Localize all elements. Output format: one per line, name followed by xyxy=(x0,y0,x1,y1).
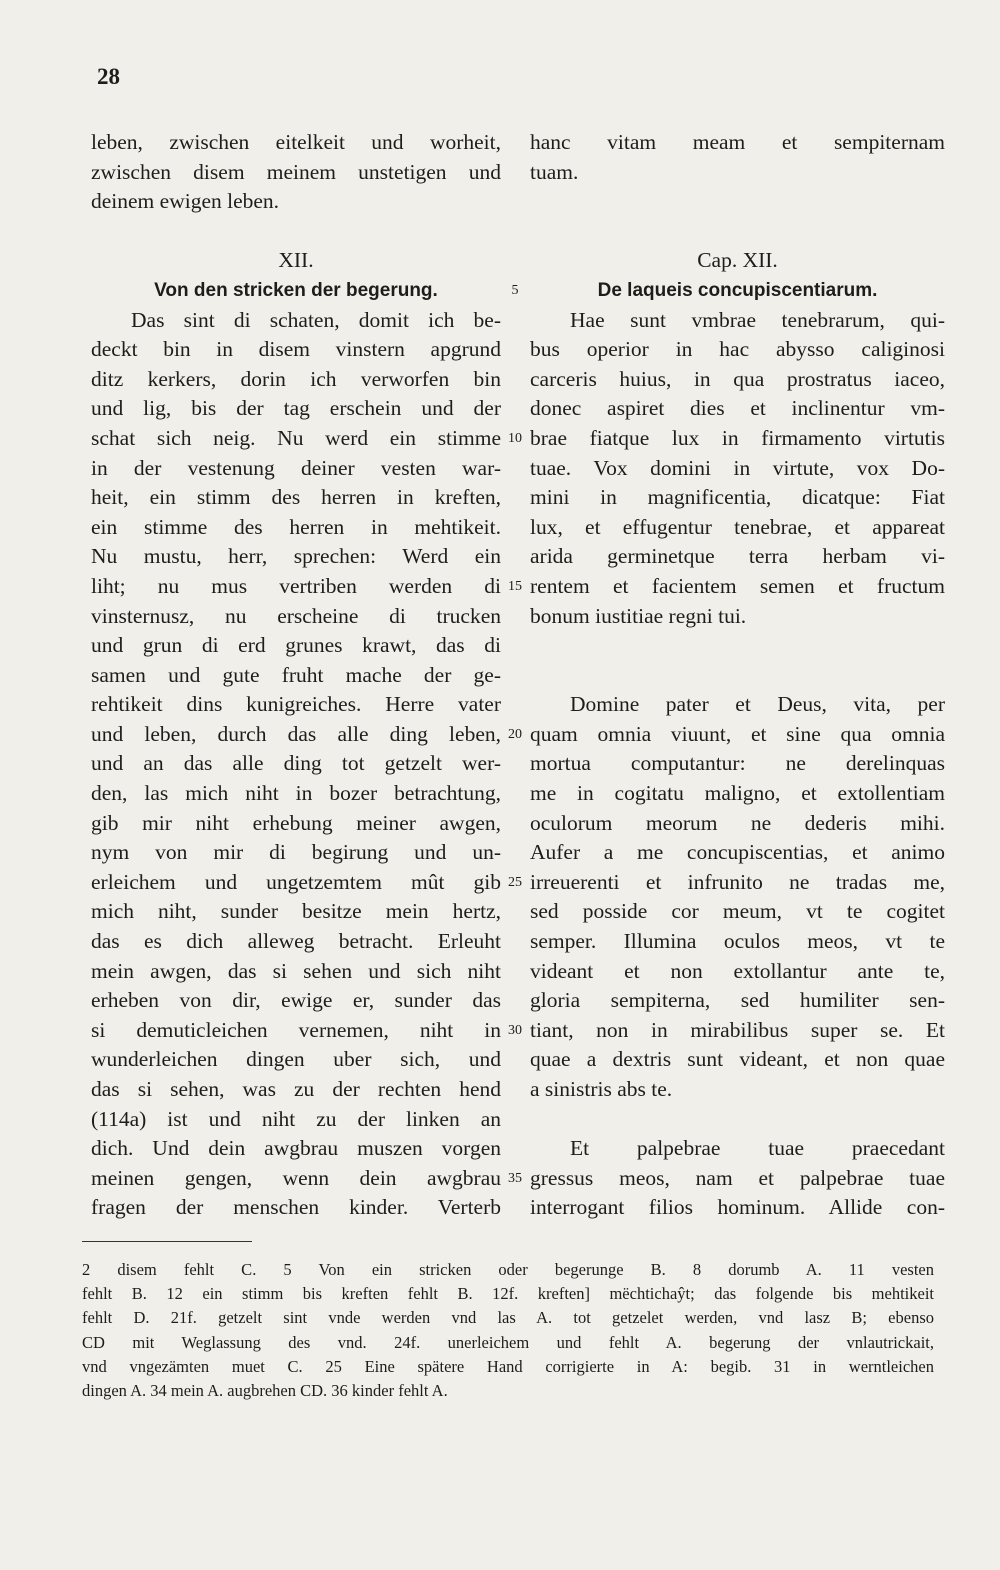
text-line: heit, ein stimm des herren in kreften, xyxy=(91,485,501,510)
text-line: und leben, durch das alle ding leben, xyxy=(91,721,501,746)
text-line: interrogant filios hominum. Allide con- xyxy=(530,1195,945,1220)
text-line: tuam. xyxy=(530,159,579,184)
page-number: 28 xyxy=(97,64,120,89)
text-line: den, las mich niht in bozer betrachtung, xyxy=(91,781,501,806)
text-line: arida germinetque terra herbam vi- xyxy=(530,544,945,569)
line-number: 5 xyxy=(511,282,519,298)
text-line: rehtikeit dins kunigreiches. Herre vater xyxy=(91,692,501,717)
text-line: a sinistris abs te. xyxy=(530,1077,673,1101)
text-line: das si sehen, was zu der rechten hend xyxy=(91,1077,501,1101)
text-line: Aufer a me concupiscentias, et animo xyxy=(530,840,945,865)
text-line: gloria sempiterna, sed humiliter sen- xyxy=(530,988,945,1013)
text-line: dich. Und dein awgbrau muszen vorgen xyxy=(91,1136,501,1161)
line-numbers xyxy=(500,128,530,1193)
text-line: vinsternusz, nu erscheine di trucken xyxy=(91,603,501,628)
text-line: mini in magnificentia, dicatque: Fiat xyxy=(530,485,945,510)
text-line: brae fiatque lux in firmamento virtutis xyxy=(530,425,945,450)
text-line: bonum iustitiae regni tui. xyxy=(530,603,747,628)
footnote-line: fehlt B. 12 ein stimm bis kreften fehlt B. 12f. kreften] mëchtichaŷt; das folgende bis mehtikeit xyxy=(82,1284,934,1304)
text-line: videant et non extollantur ante te, xyxy=(530,958,945,983)
blank-line xyxy=(530,187,945,217)
text-line: und grun di erd grunes krawt, das di xyxy=(91,633,501,658)
blank-line xyxy=(530,661,945,691)
text-line: mich niht, sunder besitze mein hertz, xyxy=(91,899,501,924)
text-line: donec aspiret dies et inclinentur vm- xyxy=(530,396,945,421)
text-line: deinem ewigen leben. xyxy=(91,189,280,214)
text-line: (114a) ist und niht zu der linken an xyxy=(91,1106,501,1131)
line-number: 10 xyxy=(508,430,522,446)
text-line: carceris huius, in qua prostratus iaceo, xyxy=(530,366,945,391)
chapter-number: XII. xyxy=(278,248,314,273)
footnote-rule xyxy=(82,1241,252,1242)
text-line: und lig, bis der tag erschein und der xyxy=(91,396,501,421)
text-line: zwischen disem meinem unstetigen und xyxy=(91,159,501,184)
line-number: 30 xyxy=(508,1022,522,1038)
text-line: ein stimme des herren in mehtikeit. xyxy=(91,514,501,539)
text-line: Nu mustu, herr, sprechen: Werd ein xyxy=(91,544,501,569)
text-line: oculorum meorum ne dederis mihi. xyxy=(530,810,945,835)
text-line: sed posside cor meum, vt te cogitet xyxy=(530,899,945,924)
footnote-line: fehlt D. 21f. getzelt sint vnde werden vnd las A. tot getzelet werden, vnd lasz B; ebenso xyxy=(82,1308,934,1328)
text-line: semper. Illumina oculos meos, vt te xyxy=(530,929,945,954)
text-line: ditz kerkers, dorin ich verworfen bin xyxy=(91,366,501,391)
text-line: quae a dextris sunt videant, et non quae xyxy=(530,1047,945,1072)
text-line: in der vestenung deiner vesten war- xyxy=(91,455,501,480)
text-line: gib mir niht erhebung meiner awgen, xyxy=(91,810,501,835)
text-line: irreuerenti et infrunito ne tradas me, xyxy=(530,869,945,894)
footnote-line: dingen A. 34 mein A. augbrehen CD. 36 kinder fehlt A. xyxy=(82,1380,448,1400)
chapter-number: Cap. XII. xyxy=(697,248,778,273)
blank-line xyxy=(91,217,501,247)
chapter-heading: Von den stricken der begerung. xyxy=(154,279,438,301)
text-line: Hae sunt vmbrae tenebrarum, qui- xyxy=(570,307,945,332)
text-line: Das sint di schaten, domit ich be- xyxy=(131,307,501,332)
blank-line xyxy=(530,631,945,661)
line-number: 15 xyxy=(508,578,522,594)
line-number: 20 xyxy=(508,726,522,742)
text-line: deckt bin in disem vinstern apgrund xyxy=(91,337,501,362)
text-line: lux, et effugentur tenebrae, et appareat xyxy=(530,514,945,539)
text-line: tiant, non in mirabilibus super se. Et xyxy=(530,1017,945,1042)
text-line: wunderleichen dingen uber sich, und xyxy=(91,1047,501,1072)
text-line: me in cogitatu maligno, et extollentiam xyxy=(530,781,945,806)
text-line: samen und gute fruht mache der ge- xyxy=(91,662,501,687)
text-line: erheben von dir, ewige er, sunder das xyxy=(91,988,501,1013)
text-line: nym von mir di begirung und un- xyxy=(91,840,501,865)
text-line: das es dich alleweg betracht. Erleuht xyxy=(91,929,501,954)
text-line: gressus meos, nam et palpebrae tuae xyxy=(530,1165,945,1190)
text-line: bus operior in hac abysso caliginosi xyxy=(530,337,945,362)
footnote-line: CD mit Weglassung des vnd. 24f. unerleichem und fehlt A. begerung der vnlautrickait, xyxy=(82,1332,934,1352)
right-column-latin xyxy=(530,128,945,1223)
footnotes xyxy=(82,1258,934,1403)
text-line: leben, zwischen eitelkeit und worheit, xyxy=(91,130,501,154)
text-line: hanc vitam meam et sempiternam xyxy=(530,130,945,154)
text-line: meinen gengen, wenn dein awgbrau xyxy=(91,1165,501,1190)
chapter-heading: De laqueis concupiscentiarum. xyxy=(597,279,878,301)
text-line: liht; nu mus vertriben werden di xyxy=(91,573,501,598)
text-line: schat sich neig. Nu werd ein stimme xyxy=(91,425,501,450)
text-line: und an das alle ding tot getzelt wer- xyxy=(91,751,501,776)
line-number: 25 xyxy=(508,874,522,890)
text-line: Domine pater et Deus, vita, per xyxy=(570,692,945,717)
footnote-line: 2 disem fehlt C. 5 Von ein stricken oder begerunge B. 8 dorumb A. 11 vesten xyxy=(82,1260,934,1279)
text-line: rentem et facientem semen et fructum xyxy=(530,573,945,598)
text-line: si demuticleichen vernemen, niht in xyxy=(91,1017,501,1042)
text-line: quam omnia viuunt, et sine qua omnia xyxy=(530,721,945,746)
text-line: mein awgen, das si sehen und sich niht xyxy=(91,958,501,983)
text-line: mortua computantur: ne derelinquas xyxy=(530,751,945,776)
text-line: fragen der menschen kinder. Verterb xyxy=(91,1195,501,1220)
blank-line xyxy=(530,1105,945,1135)
blank-line xyxy=(530,217,945,247)
text-line: Et palpebrae tuae praecedant xyxy=(570,1136,945,1161)
text-line: tuae. Vox domini in virtute, vox Do- xyxy=(530,455,945,480)
line-number: 35 xyxy=(508,1170,522,1186)
footnote-line: vnd vngezämten muet C. 25 Eine spätere Hand corrigierte in A: begib. 31 in werntleichen xyxy=(82,1356,934,1376)
text-line: erleichem und ungetzemtem mût gib xyxy=(91,869,501,894)
left-column-german xyxy=(91,128,501,1223)
